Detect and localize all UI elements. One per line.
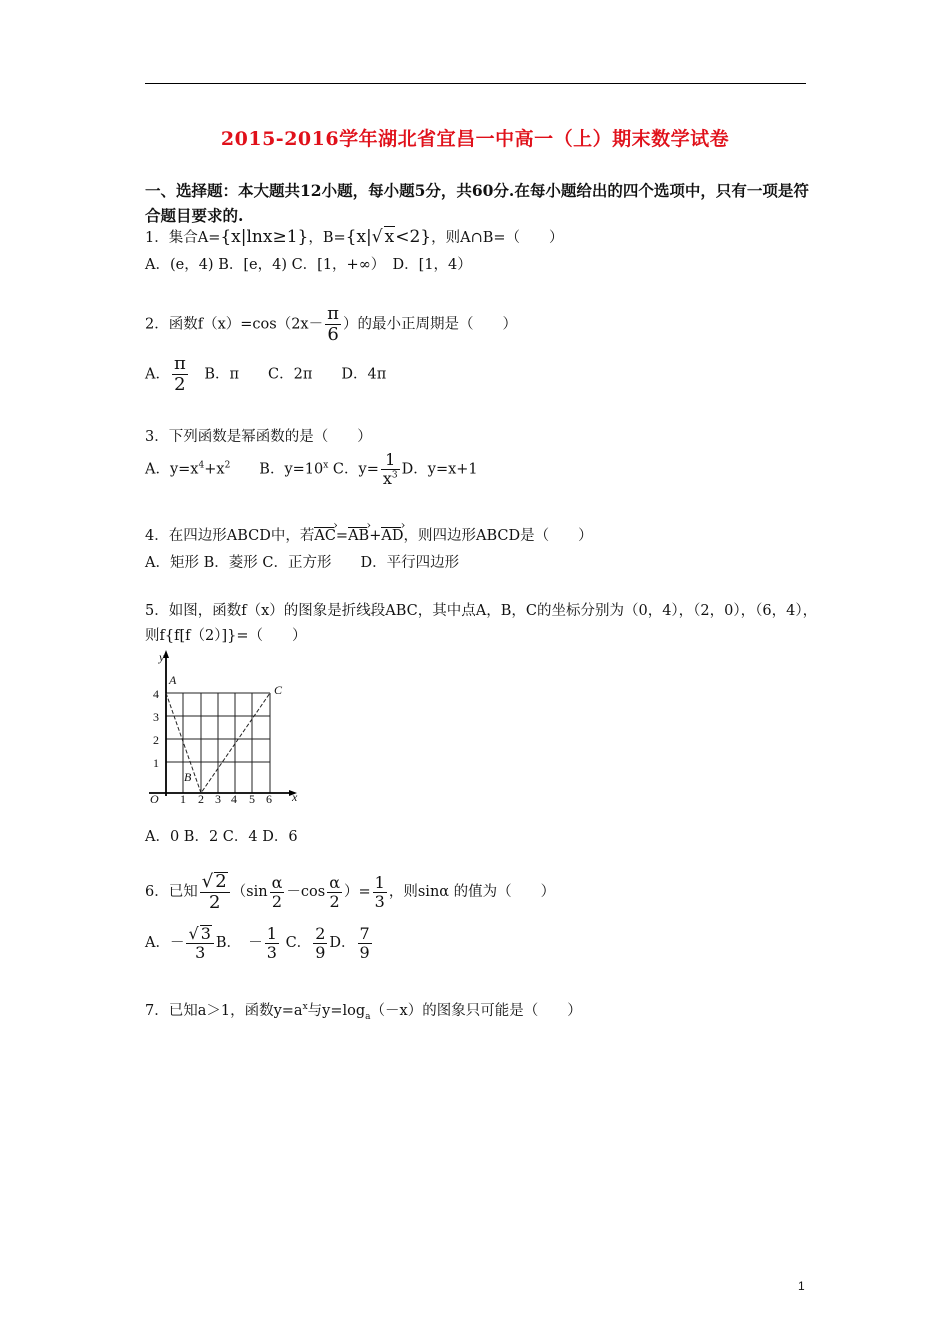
alpha-over-2-a: $\frac{\alpha}{2}$ bbox=[271, 872, 283, 911]
page-number: 1 bbox=[798, 1279, 805, 1293]
question-4-options: A．矩形 B．菱形 C．正方形 D．平行四边形 bbox=[145, 555, 460, 571]
question-6: 6．已知 $\frac{√ 2}{2}$ （sin $\frac{\alpha}{2}$ －cos $\frac{\alpha}{2}$ ）= $\frac{1}{3}$ ，则sinα 的值为（ ） bbox=[145, 871, 556, 913]
pi-over-2: $\frac{\pi}{2}$ bbox=[173, 353, 186, 395]
question-4: 4．在四边形ABCD中，若AC ›=AB ›+AD ›，则四边形ABCD是（ ） bbox=[145, 524, 593, 545]
pi-over-6: $\frac{\pi}{6}$ bbox=[327, 303, 339, 345]
y-tick-3: 3 bbox=[153, 710, 159, 724]
y-tick-2: 2 bbox=[153, 733, 159, 747]
x-tick-1: 1 bbox=[180, 792, 186, 806]
origin-label: O bbox=[150, 792, 159, 806]
point-b-label: B bbox=[184, 770, 192, 784]
y-tick-4: 4 bbox=[153, 687, 159, 701]
set-b: {x|√ x<2} bbox=[345, 227, 432, 247]
question-1-options: A．(e，4) B．[e，4) C．[1，+∞） D．[1，4） bbox=[145, 257, 472, 273]
x-tick-5: 5 bbox=[249, 792, 255, 806]
question-1: 1．集合A={x|lnx≥1}，B={x|√ x<2}，则A∩B=（ ） bbox=[145, 227, 564, 247]
one-third-b: $\frac{1}{3}$ bbox=[266, 923, 277, 962]
vector-ac: AC › bbox=[314, 526, 336, 544]
sqrt3-over-3: $\frac{√ 3}{3}$ bbox=[186, 925, 213, 961]
alpha-over-2-b: $\frac{\alpha}{2}$ bbox=[329, 872, 341, 911]
section-heading: 一、选择题：本大题共12小题，每小题5分，共60分.在每小题给出的四个选项中，只有一项是符合题目要求的. bbox=[145, 181, 809, 225]
polyline-graph bbox=[145, 648, 305, 808]
x-axis-label: x bbox=[292, 790, 298, 804]
question-5-options: A．0 B．2 C．4 D．6 bbox=[145, 829, 298, 845]
y-axis-label: y bbox=[159, 650, 165, 664]
x-tick-2: 2 bbox=[198, 792, 204, 806]
question-5-line1: 5．如图，函数f（x）的图象是折线段ABC，其中点A，B，C的坐标分别为（0，4），（2，0），（6，4）， bbox=[145, 603, 818, 619]
question-2: 2．函数f（x）=cos（2x－ $\frac{\pi}{6}$ ）的最小正周期是（ ） bbox=[145, 303, 517, 345]
one-third: $\frac{1}{3}$ bbox=[374, 872, 385, 911]
question-2-options: A． $\frac{\pi}{2}$ B．π C．2π D．4π bbox=[145, 353, 387, 395]
question-7: 7．已知a＞1，函数$y=a^x$与$y=\log_a(-x)$的图象只可能是（ ） bbox=[145, 1002, 582, 1022]
x-tick-6: 6 bbox=[266, 792, 272, 806]
question-3-options: A．$y=x^4+x^2$ B．$y=10^x$ C．y= $\frac{1}{x^3}$ D．y=x+1 bbox=[145, 450, 478, 488]
question-6-options: A．－ $\frac{√ 3}{3}$ B． － $\frac{1}{3}$ C． $\frac{2}{9}$ D． $\frac{7}{9}$ bbox=[145, 923, 370, 962]
question-5-line2: 则f{f[f（2）]}=（ ） bbox=[145, 628, 307, 644]
point-c-label: C bbox=[274, 683, 283, 697]
two-ninths: $\frac{2}{9}$ bbox=[315, 923, 326, 962]
x-tick-4: 4 bbox=[231, 792, 237, 806]
x-tick-3: 3 bbox=[215, 792, 221, 806]
set-a: {x|lnx≥1} bbox=[220, 227, 309, 247]
header-rule bbox=[145, 83, 806, 84]
vector-ad: AD › bbox=[381, 526, 403, 544]
question-3: 3．下列函数是幂函数的是（ ） bbox=[145, 429, 372, 445]
seven-ninths: $\frac{7}{9}$ bbox=[359, 923, 370, 962]
y-tick-1: 1 bbox=[153, 756, 159, 770]
page-title: 2015-2016学年湖北省宜昌一中高一（上）期末数学试卷 bbox=[220, 128, 730, 150]
point-a-label: A bbox=[169, 673, 177, 687]
one-over-x-cubed: $\frac{1}{x^3}$ bbox=[382, 450, 398, 488]
vector-ab: AB › bbox=[348, 526, 369, 544]
sqrt2-over-2: $\frac{√ 2}{2}$ bbox=[200, 872, 230, 912]
